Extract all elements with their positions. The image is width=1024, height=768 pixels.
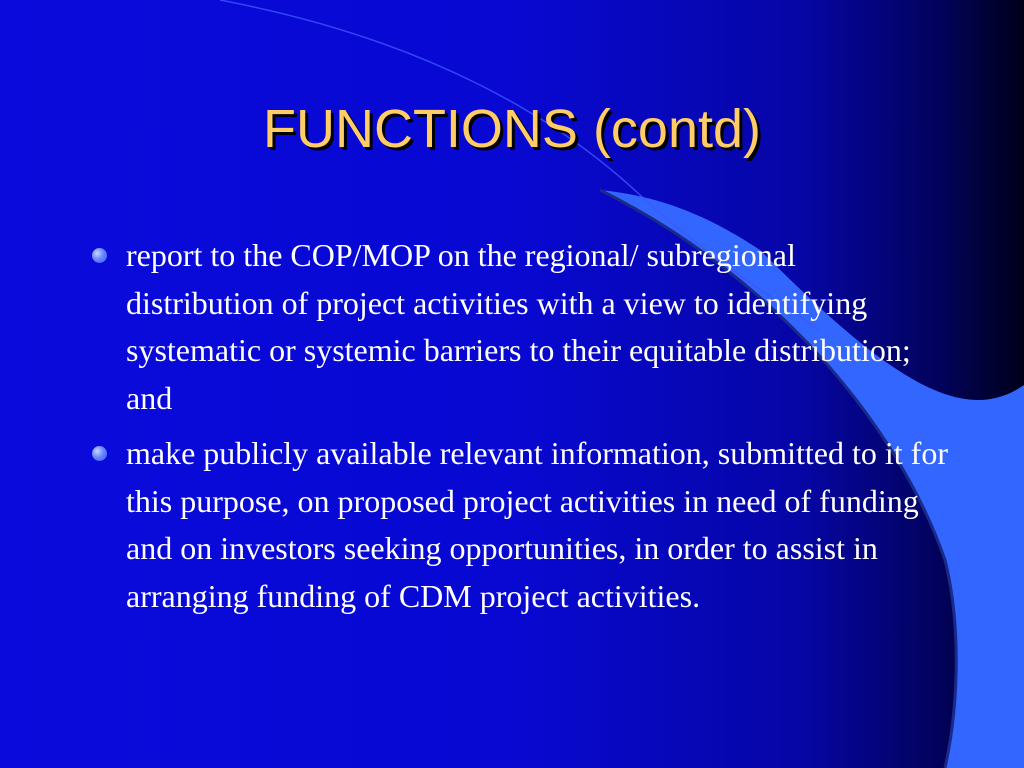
bullet-text: make publicly available relevant information, submitted to it for this purpose, on proposed project activities in need of funding and on investors seeking opportunities, in order to assist in arranging funding of CDM project activities. xyxy=(126,435,948,614)
bullet-text: report to the COP/MOP on the regional/ subregional distribution of project activities with a view to identifying systematic or systemic barriers to their equitable distribution; and xyxy=(126,237,911,416)
bullet-list xyxy=(90,232,950,628)
slide-title: FUNCTIONS (contd) xyxy=(262,99,762,159)
bullet-dot-icon xyxy=(92,248,107,263)
bullet-item xyxy=(90,232,950,422)
bullet-item xyxy=(90,430,950,620)
bullet-dot-icon xyxy=(92,446,107,461)
